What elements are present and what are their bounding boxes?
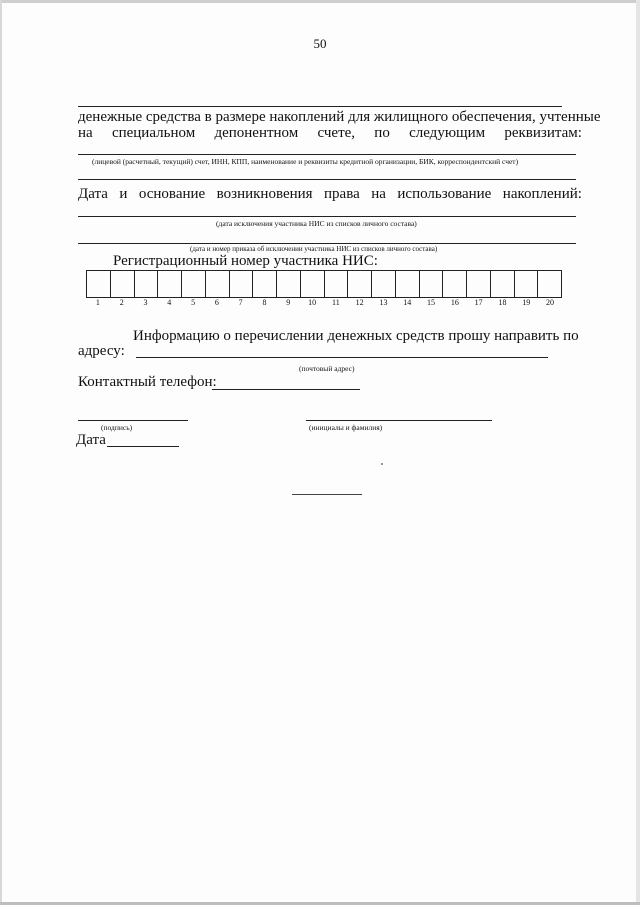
word: счете, [317, 125, 356, 141]
word: использование [397, 186, 492, 202]
date-basis-line [78, 186, 582, 203]
scan-edge-right [636, 0, 640, 905]
cell-number: 8 [262, 298, 267, 307]
funds-line: денежные средства в размере накоплений для жилищного обеспечения, учтенные [78, 109, 601, 125]
registration-digit-cell[interactable] [325, 271, 349, 297]
date-field-line[interactable] [107, 446, 179, 447]
registration-digit-cell[interactable] [182, 271, 206, 297]
word: на [78, 125, 93, 141]
registration-digit-cell[interactable] [420, 271, 444, 297]
order-field-line[interactable] [78, 243, 576, 244]
cell-number: 12 [355, 298, 364, 307]
word: специальном [111, 125, 196, 141]
cell-number: 14 [403, 298, 412, 307]
postal-address-field-line[interactable] [136, 357, 548, 358]
word: накоплений: [502, 186, 582, 202]
top-blank-line [78, 106, 562, 107]
cell-number: 1 [95, 298, 100, 307]
contact-phone-field-line[interactable] [212, 389, 360, 390]
word: по [374, 125, 390, 141]
cell-number: 17 [474, 298, 483, 307]
contact-phone-label: Контактный телефон: [78, 374, 217, 390]
cell-number: 19 [522, 298, 531, 307]
cell-number: 15 [427, 298, 436, 307]
word: депонентном [214, 125, 299, 141]
registration-digit-cell[interactable] [277, 271, 301, 297]
cell-number: 7 [238, 298, 243, 307]
registration-digit-cell[interactable] [158, 271, 182, 297]
cell-number: 4 [167, 298, 172, 307]
registration-number-grid [86, 270, 562, 298]
registration-digit-cell[interactable] [538, 271, 561, 297]
cell-number: 10 [308, 298, 317, 307]
registration-digit-cell[interactable] [348, 271, 372, 297]
exclusion-date-field-line[interactable] [78, 216, 576, 217]
registration-digit-cell[interactable] [515, 271, 539, 297]
postal-caption: (почтовый адрес) [299, 364, 355, 373]
scan-speck [381, 463, 383, 465]
initials-caption: (инициалы и фамилия) [309, 423, 383, 432]
registration-digit-cell[interactable] [491, 271, 515, 297]
word: реквизитам: [504, 125, 582, 141]
word: возникновения [216, 186, 313, 202]
registration-label: Регистрационный номер участника НИС: [113, 253, 378, 269]
account-caption: (лицевой (расчетный, текущий) счет, ИНН, КПП, наименование и реквизиты кредитной организации, БИК, корреспондентский счет) [92, 157, 519, 166]
word: основание [138, 186, 206, 202]
registration-digit-cell[interactable] [396, 271, 420, 297]
initials-field-line[interactable] [306, 420, 492, 421]
word: Дата [78, 186, 108, 202]
registration-digit-cell[interactable] [135, 271, 159, 297]
signature-field-line[interactable] [78, 420, 188, 421]
cell-number: 9 [286, 298, 291, 307]
scan-edge-left [0, 0, 2, 905]
address-label: адресу: [78, 343, 125, 359]
word: права [324, 186, 360, 202]
account-field-line[interactable] [78, 154, 576, 155]
cell-number: 20 [546, 298, 555, 307]
cell-number: 13 [379, 298, 388, 307]
date-label: Дата [76, 432, 106, 448]
order-caption: (дата и номер приказа об исключении участника НИС из списков личного состава) [190, 245, 438, 253]
cell-number: 16 [450, 298, 459, 307]
page-number: 50 [313, 36, 327, 51]
registration-digit-cell[interactable] [467, 271, 491, 297]
cell-number: 5 [191, 298, 196, 307]
requisites-line [78, 125, 582, 142]
registration-digit-cell[interactable] [206, 271, 230, 297]
registration-digit-cell[interactable] [230, 271, 254, 297]
registration-cell-numbers [86, 298, 562, 307]
account-field-line-2[interactable] [78, 179, 576, 180]
scan-edge-top [0, 0, 640, 3]
cell-number: 6 [214, 298, 219, 307]
cell-number: 18 [498, 298, 507, 307]
cell-number: 3 [143, 298, 148, 307]
registration-digit-cell[interactable] [301, 271, 325, 297]
registration-digit-cell[interactable] [253, 271, 277, 297]
registration-digit-cell[interactable] [372, 271, 396, 297]
signature-caption: (подпись) [101, 423, 133, 432]
word: следующим [409, 125, 486, 141]
word: и [119, 186, 128, 202]
registration-digit-cell[interactable] [111, 271, 135, 297]
registration-digit-cell[interactable] [87, 271, 111, 297]
word: на [371, 186, 386, 202]
end-separator-line [292, 494, 362, 495]
cell-number: 2 [119, 298, 124, 307]
registration-digit-cell[interactable] [443, 271, 467, 297]
exclusion-date-caption: (дата исключения участника НИС из списков личного состава) [216, 219, 417, 228]
cell-number: 11 [332, 298, 340, 307]
transfer-request-text: Информацию о перечислении денежных средств прошу направить по [133, 328, 579, 344]
